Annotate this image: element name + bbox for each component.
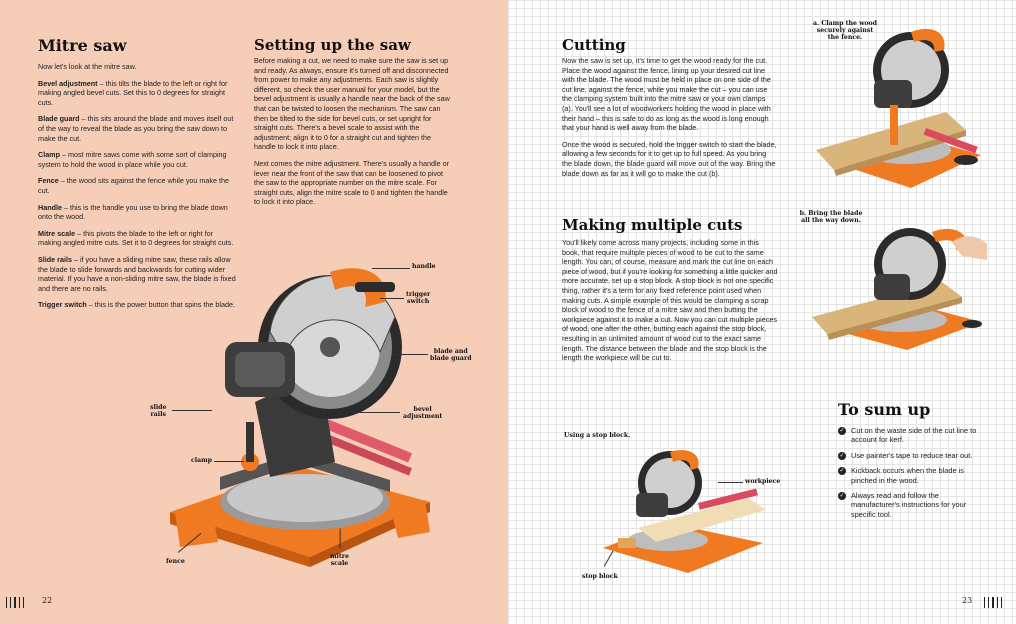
part-item: Bevel adjustment – this tilts the blade to the left or right for making angled bevel cuts. Set this to 0 degrees for straight cuts. (38, 78, 228, 107)
callout-handle: handle (412, 263, 436, 270)
page-edge-ticks (6, 597, 24, 608)
multiple-cuts-paragraph: You'll likely come across many projects, including some in this book, that require multiple pieces of wood to be cut to the same length. You can, of course, measure and mark the cut line on each piece of wood, but if you're looking for something a little quicker and more accurate, set up a stop block. A stop block is not one specific thing, rather it's a term for any fixed reference point used when making cuts. A simple example of this would be clamping a scrap block of wood to the fence of a mitre saw and then butting the workpiece against it to make a cut. Now you can cut multiple pieces of wood, one after the other, butting each against the stop block, resulting in an unlimited amount of wood cut to the exact same length. The distance between the blade and the stop block is the length the workpiece will be cut to. (562, 238, 778, 363)
cutting-column (562, 56, 777, 185)
part-item: Trigger switch – this is the power button that spins the blade. (38, 300, 235, 310)
summary-heading: To sum up (838, 400, 931, 419)
callout-bevel: bevel adjustment (403, 406, 443, 420)
right-page (508, 0, 1016, 624)
leader-line (340, 528, 341, 548)
saw-blade-down-illustration (812, 222, 992, 352)
summary-list (838, 426, 978, 525)
caption-b: b. Bring the blade all the way down. (799, 210, 863, 225)
multiple-cuts-column (562, 238, 778, 370)
saw-clamp-illustration (816, 20, 986, 190)
part-item: Handle – this is the handle you use to bring the blade down onto the wood. (38, 202, 228, 222)
mitre-saw-intro: Now let's look at the mitre saw. (38, 62, 137, 71)
stop-block-illustration (598, 448, 768, 578)
caption-stop-block-title: Using a stop block. (564, 432, 631, 439)
check-circle-icon: ✓ (839, 493, 845, 500)
leader-line (372, 268, 410, 269)
setting-up-paragraph: Next comes the mitre adjustment. There's usually a handle or lever near the front of the saw that can be loosened to pivot the saw to the appropriate number on the mitre scale. For straight cuts, align the mitre scale to 0 and tighten the handle to lock it into place. (254, 158, 449, 207)
part-item: Clamp – most mitre saws come with some sort of clamping system to hold the wood in place while you cut. (38, 150, 227, 169)
summary-item: ✓ Always read and follow the manufacturer's instructions for your specific tool. (839, 491, 967, 519)
part-item: Fence – the wood sits against the fence while you make the cut. (38, 176, 229, 195)
callout-workpiece: workpiece (745, 478, 781, 485)
part-item: Blade guard – this sits around the blade and moves itself out of the way to reveal the blade as you bring the saw down to make the cut. (38, 114, 234, 143)
setting-up-paragraph: Before making a cut, we need to make sure the saw is set up and ready. As always, ensure it's turned off and disconnected from power to make any adjustments. Each saw is slightly different, so check the user manual for your model, but the bevel adjustment is usually a handle near the back of the saw that can be twisted to loosen the mechanism. The saw can then be tilted to the side for bevel cuts, or set upright for straight cuts. There's a bevel scale to assist with the adjustment; align it to 0 for a straight cut and tighten the handle to lock it into place. (254, 56, 450, 152)
part-item: Mitre scale – this pivots the blade to the left or right for making angled mitre cuts. Set it to 0 degrees for straight cuts. (38, 228, 234, 248)
callout-stop-block: stop block (582, 573, 618, 580)
leader-line (718, 482, 743, 483)
callout-slide-rails: slide rails (150, 404, 167, 418)
check-circle-icon: ✓ (839, 468, 845, 475)
summary-item: ✓ Cut on the waste side of the cut line to account for kerf. (839, 426, 977, 445)
cutting-paragraph: Once the wood is secured, hold the trigger switch to start the blade, allowing a few seconds for it to get up to full speed. As you bring the blade down, the blade guard will move out of the way. Bring the blade down as far as it will go to make the cut (b). (562, 139, 777, 178)
cutting-heading: Cutting (562, 36, 626, 54)
callout-clamp: clamp (191, 457, 213, 464)
summary-item: ✓ Kickback occurs when the blade is pinched in the wood. (839, 466, 964, 485)
caption-a: a. Clamp the wood securely against the fence. (813, 20, 877, 42)
callout-fence: fence (166, 558, 185, 565)
multiple-cuts-heading: Making multiple cuts (562, 216, 743, 234)
leader-line (380, 298, 404, 299)
part-item: Slide rails – if you have a sliding mitre saw, these rails allow the blade to slide forwards and backwards for cutting wider material. If you have a non-sliding mitre saw, the blade is fixed and there are no rails. (38, 254, 236, 293)
leader-line (172, 410, 212, 411)
check-circle-icon: ✓ (839, 452, 845, 459)
setting-up-column (254, 56, 454, 214)
page-number: 22 (42, 596, 53, 605)
leader-line (395, 354, 428, 355)
cutting-paragraph: Now the saw is set up, it's time to get the wood ready for the cut. Place the wood against the fence, lining up your desired cut line with the blade. The wood must be held in place on one side of the cut line, against the fence, while you make the cut – you can use the clamping system built into the mitre saw or your own clamps (a). You'll see a lot of woodworkers holding the wood in place with their hand – this is safe to do as long as the wood is long enough that your hand is well away from the blade. (562, 56, 771, 133)
page-number: 23 (962, 596, 973, 605)
callout-blade-guard: blade and blade guard (430, 348, 472, 362)
check-circle-icon: ✓ (839, 428, 845, 434)
callout-trigger-switch: trigger switch (406, 291, 431, 305)
page-edge-ticks (984, 597, 1002, 608)
leader-line (350, 412, 400, 413)
mitre-saw-heading: Mitre saw (38, 36, 127, 55)
summary-item: ✓ Use painter's tape to reduce tear out. (839, 450, 973, 460)
setting-up-heading: Setting up the saw (254, 36, 411, 54)
leader-line (214, 461, 244, 462)
callout-mitre-scale: mitre scale (330, 553, 349, 567)
